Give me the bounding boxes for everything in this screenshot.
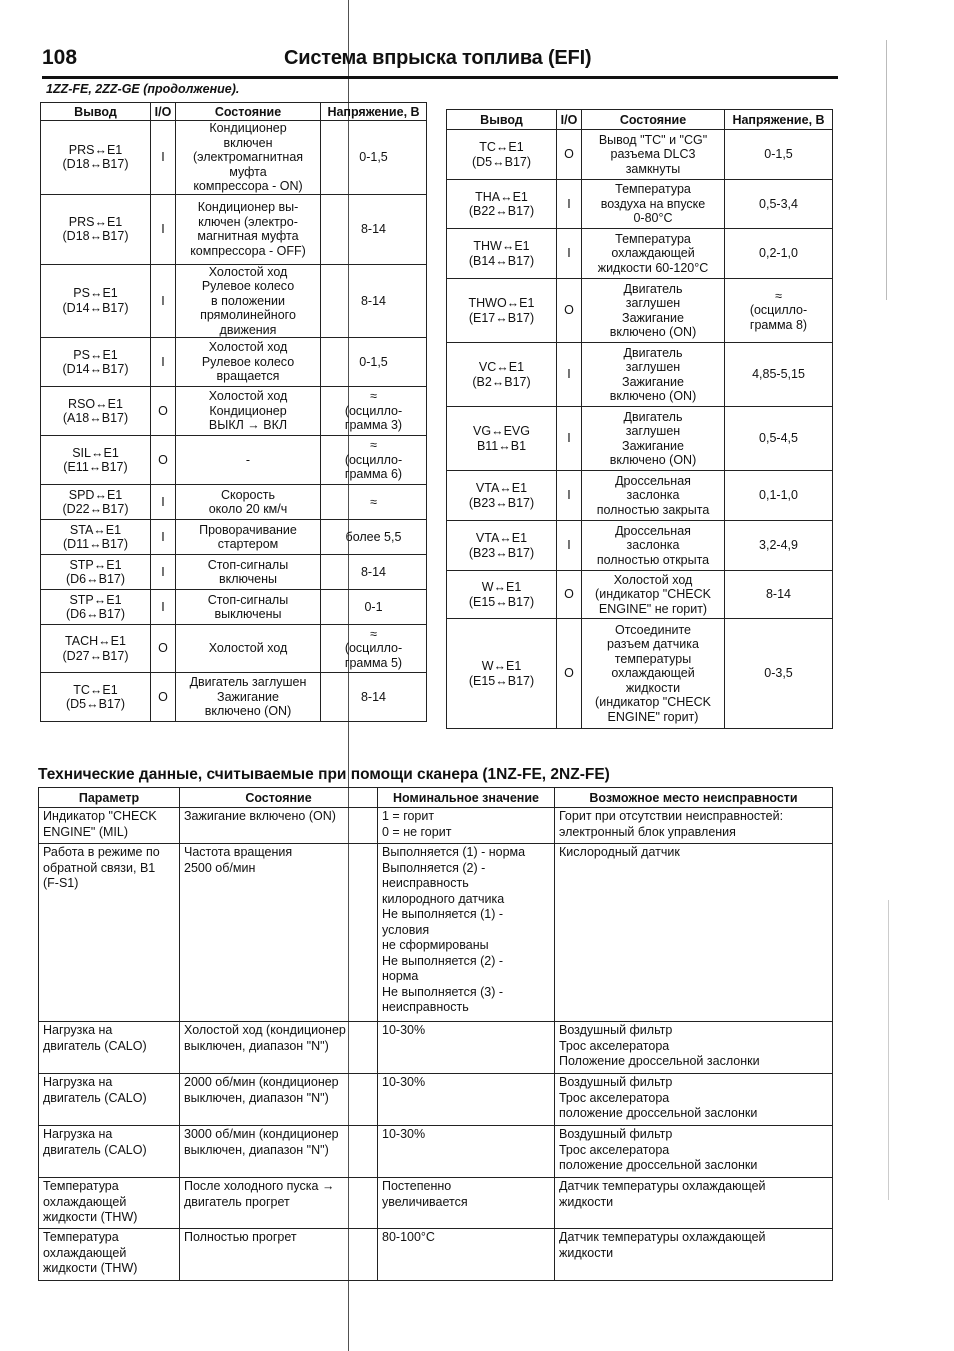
condition-cell-text: Частота вращения 2500 об/мин <box>184 845 293 875</box>
voltage-cell-text: 8-14 <box>360 293 387 308</box>
io-cell <box>151 590 176 625</box>
fault-cell-text: Воздушный фильтр Трос акселератора положение дроссельной заслонки <box>559 1075 758 1120</box>
state-cell-text: Холостой ход <box>208 641 288 656</box>
table-row <box>447 130 833 180</box>
io-cell-text: I <box>567 431 571 446</box>
state-cell-text: Двигатель заглушен Зажигание включено (ON) <box>609 409 697 467</box>
pin-cell <box>447 343 557 407</box>
column-header-fault: Возможное место неисправности <box>555 788 833 808</box>
io-cell-text: I <box>161 599 165 614</box>
pin-cell <box>41 338 151 387</box>
pin-cell-text: THW↔E1 (B14↔B17) <box>468 239 535 268</box>
state-cell-text: Двигатель заглушен Зажигание включено (ON) <box>609 281 697 339</box>
io-cell <box>557 130 582 180</box>
column-header-voltage: Напряжение, В <box>321 103 427 121</box>
table-row <box>41 673 427 722</box>
state-cell-text: Холостой ход (индикатор "CHECK ENGINE" не горит) <box>595 572 711 616</box>
table-row <box>41 194 427 264</box>
column-header-pin: Вывод <box>447 110 557 130</box>
pin-cell <box>41 194 151 264</box>
pin-cell <box>447 407 557 471</box>
pin-cell-text: PRS↔E1 (D18↔B17) <box>62 214 129 243</box>
condition-cell-text: Полностью прогрет <box>184 1230 297 1244</box>
pin-cell <box>41 520 151 555</box>
state-cell-text: Кондиционер вы- ключен (электро- магнитная муфта компрессора - OFF) <box>190 200 306 258</box>
voltage-cell <box>725 471 833 521</box>
pin-cell-text: THA↔E1 (B22↔B17) <box>468 189 535 218</box>
state-cell <box>176 555 321 590</box>
pin-table-left-body <box>41 121 427 722</box>
voltage-cell <box>725 229 833 279</box>
pin-cell <box>447 180 557 229</box>
io-cell <box>557 619 582 729</box>
state-cell <box>176 121 321 195</box>
column-header-nominal: Номинальное значение <box>378 788 555 808</box>
voltage-cell-text: 8-14 <box>360 689 387 704</box>
pin-cell-text: PRS↔E1 (D18↔B17) <box>62 142 129 172</box>
column-header-condition: Состояние <box>180 788 378 808</box>
parameter-cell-text: Температура охлаждающей жидкости (THW) <box>43 1179 138 1224</box>
table-row <box>41 485 427 520</box>
state-cell-text: - <box>245 452 251 467</box>
pin-cell-text: W↔E1 (E15↔B17) <box>468 580 535 609</box>
table-row <box>39 1074 833 1126</box>
state-cell-text: Двигатель заглушен Зажигание включено (ON) <box>189 675 307 719</box>
fault-cell <box>555 1074 833 1126</box>
condition-cell-text: 2000 об/мин (кондиционер выключен, диапазон "N") <box>184 1075 339 1105</box>
voltage-cell-text: 0,5-4,5 <box>759 431 798 446</box>
voltage-cell <box>321 436 427 485</box>
table-row <box>447 279 833 343</box>
section-subtitle: 1ZZ-FE, 2ZZ-GE (продолжение). <box>46 82 240 96</box>
voltage-cell <box>725 130 833 180</box>
state-cell <box>176 264 321 338</box>
io-cell <box>151 625 176 673</box>
io-cell-text: I <box>161 354 165 369</box>
voltage-cell <box>321 673 427 722</box>
io-cell-text: I <box>567 488 571 503</box>
voltage-cell <box>321 264 427 338</box>
voltage-cell-text: 0,1-1,0 <box>759 488 798 503</box>
table-row <box>41 264 427 338</box>
column-header-voltage: Напряжение, В <box>725 110 833 130</box>
voltage-cell <box>321 485 427 520</box>
pin-cell-text: TACH↔E1 (D27↔B17) <box>62 634 129 663</box>
voltage-cell <box>725 521 833 571</box>
pin-cell-text: VTA↔E1 (B23↔B17) <box>468 531 535 560</box>
table-row <box>39 844 833 1022</box>
voltage-cell-text: 0-1,5 <box>359 354 388 369</box>
table-row <box>447 180 833 229</box>
pin-cell <box>41 485 151 520</box>
table-row <box>447 521 833 571</box>
io-cell <box>151 264 176 338</box>
state-cell <box>582 130 725 180</box>
voltage-cell <box>321 590 427 625</box>
scan-edge-mark <box>886 40 887 300</box>
voltage-cell <box>321 387 427 436</box>
voltage-cell <box>321 625 427 673</box>
state-cell <box>582 407 725 471</box>
nominal-cell-text: 1 = горит 0 = не горит <box>382 809 452 839</box>
table-row <box>39 1126 833 1178</box>
voltage-cell-text: ≈ (осцилло- грамма 8) <box>749 288 808 332</box>
condition-cell <box>180 1074 378 1126</box>
scan-edge-mark <box>888 900 889 1200</box>
io-cell <box>557 521 582 571</box>
state-cell-text: Отсоедините разъем датчика температуры охлаждающей жидкости (индикатор "CHECK ENGINE" горит) <box>595 622 711 724</box>
voltage-cell-text: 0-1,5 <box>359 150 388 164</box>
table-row <box>41 555 427 590</box>
io-cell-text: I <box>567 367 571 382</box>
pin-cell <box>41 673 151 722</box>
io-cell-text: O <box>158 403 168 418</box>
voltage-cell-text: 0-1 <box>364 599 383 614</box>
voltage-cell <box>725 407 833 471</box>
io-cell <box>151 520 176 555</box>
parameter-cell <box>39 844 180 1022</box>
state-cell <box>582 571 725 619</box>
io-cell <box>151 436 176 485</box>
nominal-cell <box>378 808 555 844</box>
table-row <box>447 571 833 619</box>
state-cell <box>176 485 321 520</box>
io-cell <box>151 485 176 520</box>
state-cell-text: Температура охлаждающей жидкости 60-120°C <box>597 231 709 275</box>
voltage-cell-text: ≈ (осцилло- грамма 3) <box>344 389 403 433</box>
pin-cell <box>41 625 151 673</box>
io-cell <box>151 387 176 436</box>
io-cell <box>151 194 176 264</box>
state-cell-text: Кондиционер включен (электромагнитная муфта компрессора - ON) <box>192 121 304 193</box>
pin-cell-text: TC↔E1 (D5↔B17) <box>65 682 126 711</box>
voltage-cell-text: более 5,5 <box>345 529 402 544</box>
pin-cell-text: STP↔E1 (D6↔B17) <box>65 592 126 621</box>
io-cell <box>557 407 582 471</box>
fault-cell-text: Кислородный датчик <box>559 845 680 859</box>
column-header-io: I/O <box>557 110 582 130</box>
nominal-cell <box>378 1229 555 1281</box>
state-cell <box>176 338 321 387</box>
io-cell <box>557 180 582 229</box>
state-cell <box>582 471 725 521</box>
table-row <box>447 407 833 471</box>
state-cell <box>582 619 725 729</box>
scanner-table-body <box>39 808 833 1281</box>
io-cell-text: I <box>161 494 165 509</box>
voltage-cell-text: 8-14 <box>360 221 387 236</box>
parameter-cell <box>39 808 180 844</box>
state-cell-text: Стоп-сигналы включены <box>207 557 289 586</box>
voltage-cell <box>321 338 427 387</box>
io-cell-text: O <box>564 147 574 162</box>
io-cell-text: O <box>564 666 574 681</box>
pin-table-right <box>446 109 833 729</box>
state-cell-text: Температура воздуха на впуске 0-80°C <box>600 182 706 226</box>
voltage-cell-text: 4,85-5,15 <box>752 367 805 382</box>
pin-cell-text: RSO↔E1 (A18↔B17) <box>62 396 129 425</box>
state-cell <box>582 180 725 229</box>
table-row <box>41 625 427 673</box>
table-row <box>447 471 833 521</box>
table-row <box>41 520 427 555</box>
parameter-cell <box>39 1074 180 1126</box>
state-cell-text: Двигатель заглушен Зажигание включено (ON) <box>609 345 697 403</box>
table-row <box>39 808 833 844</box>
io-cell <box>151 673 176 722</box>
condition-cell <box>180 1178 378 1229</box>
fault-cell <box>555 844 833 1022</box>
voltage-cell <box>321 194 427 264</box>
table-row <box>41 387 427 436</box>
nominal-cell-text: 10-30% <box>382 1127 426 1141</box>
header-rule <box>42 76 838 79</box>
io-cell <box>151 555 176 590</box>
voltage-cell-text: 3,2-4,9 <box>759 538 798 553</box>
state-cell-text: Холостой ход Рулевое колесо в положении прямолинейного движения <box>200 264 296 337</box>
fault-cell-text: Датчик температуры охлаждающей жидкости <box>559 1230 766 1260</box>
state-cell <box>176 625 321 673</box>
state-cell-text: Дроссельная заслонка полностью открыта <box>596 523 710 567</box>
io-cell-text: O <box>564 303 574 318</box>
state-cell-text: Стоп-сигналы выключены <box>207 592 289 621</box>
parameter-cell-text: Нагрузка на двигатель (CALO) <box>43 1023 147 1053</box>
parameter-cell-text: Температура охлаждающей жидкости (THW) <box>43 1230 138 1275</box>
pin-cell-text: PS↔E1 (D14↔B17) <box>62 347 129 376</box>
state-cell <box>582 343 725 407</box>
io-cell-text: O <box>158 452 168 467</box>
parameter-cell-text: Работа в режиме по обратной связи, B1 (F-S1) <box>43 845 160 890</box>
io-cell <box>557 279 582 343</box>
voltage-cell <box>321 520 427 555</box>
voltage-cell <box>321 555 427 590</box>
nominal-cell <box>378 844 555 1022</box>
state-cell <box>176 520 321 555</box>
nominal-cell <box>378 1074 555 1126</box>
nominal-cell <box>378 1178 555 1229</box>
state-cell <box>176 194 321 264</box>
table-row <box>447 229 833 279</box>
io-cell-text: I <box>567 196 571 211</box>
voltage-cell <box>725 571 833 619</box>
column-header-io: I/O <box>151 103 176 121</box>
voltage-cell-text: ≈ (осцилло- грамма 6) <box>344 438 403 482</box>
table-row <box>41 590 427 625</box>
pin-cell <box>41 387 151 436</box>
io-cell-text: O <box>158 641 168 656</box>
nominal-cell-text: 10-30% <box>382 1075 426 1089</box>
io-cell-text: I <box>161 221 165 236</box>
state-cell <box>582 521 725 571</box>
voltage-cell-text: 8-14 <box>360 564 387 579</box>
io-cell-text: I <box>161 293 165 308</box>
pin-cell-text: STA↔E1 (D11↔B17) <box>62 522 129 551</box>
voltage-cell <box>321 121 427 195</box>
pin-cell-text: W↔E1 (E15↔B17) <box>468 659 535 688</box>
voltage-cell <box>725 619 833 729</box>
state-cell-text: Дроссельная заслонка полностью закрыта <box>596 473 710 517</box>
table-row <box>447 343 833 407</box>
column-header-parameter: Параметр <box>39 788 180 808</box>
table-row <box>39 1178 833 1229</box>
voltage-cell-text: ≈ (осцилло- грамма 5) <box>344 626 403 670</box>
state-cell-text: Холостой ход Рулевое колесо вращается <box>201 340 295 384</box>
parameter-cell <box>39 1022 180 1074</box>
condition-cell-text: 3000 об/мин (кондиционер выключен, диапазон "N") <box>184 1127 339 1157</box>
scanner-section-title: Технические данные, считываемые при помощи сканера (1NZ-FE, 2NZ-FE) <box>38 766 610 783</box>
nominal-cell-text: 10-30% <box>382 1023 426 1037</box>
pin-cell-text: VC↔E1 (B2↔B17) <box>472 360 531 389</box>
voltage-cell-text: ≈ <box>370 494 377 509</box>
fault-cell <box>555 1022 833 1074</box>
state-cell <box>176 590 321 625</box>
voltage-cell <box>725 343 833 407</box>
pin-cell <box>447 521 557 571</box>
fault-cell-text: Воздушный фильтр Трос акселератора положение дроссельной заслонки <box>559 1127 758 1172</box>
voltage-cell-text: 0,2-1,0 <box>759 246 798 261</box>
nominal-cell-text: 80-100°C <box>382 1230 435 1244</box>
state-cell-text: Скорость около 20 км/ч <box>208 487 288 516</box>
pin-cell <box>447 130 557 180</box>
io-cell-text: I <box>161 529 165 544</box>
condition-cell-text: Зажигание включено (ON) <box>184 809 336 823</box>
voltage-cell-text: 0-3,5 <box>764 666 793 681</box>
pin-cell <box>447 229 557 279</box>
column-header-state: Состояние <box>582 110 725 130</box>
io-cell <box>557 471 582 521</box>
column-header-pin: Вывод <box>41 103 151 121</box>
table-row <box>39 1229 833 1281</box>
parameter-cell-text: Индикатор "CHECK ENGINE" (MIL) <box>43 809 157 839</box>
state-cell <box>176 387 321 436</box>
io-cell <box>557 229 582 279</box>
nominal-cell-text: Постепенно увеличивается <box>382 1179 468 1209</box>
state-cell-text: Холостой ход Кондиционер ВЫКЛ → ВКЛ <box>208 389 288 433</box>
page-number: 108 <box>42 46 78 69</box>
pin-cell <box>41 555 151 590</box>
pin-cell <box>41 121 151 195</box>
column-header-state: Состояние <box>176 103 321 121</box>
io-cell <box>151 338 176 387</box>
pin-cell-text: SIL↔E1 (E11↔B17) <box>63 445 128 474</box>
fault-cell-text: Датчик температуры охлаждающей жидкости <box>559 1179 766 1209</box>
nominal-cell <box>378 1022 555 1074</box>
state-cell <box>176 436 321 485</box>
pin-cell <box>41 436 151 485</box>
state-cell <box>582 279 725 343</box>
pin-cell-text: STP↔E1 (D6↔B17) <box>65 557 126 586</box>
pin-cell <box>447 619 557 729</box>
voltage-cell <box>725 180 833 229</box>
io-cell-text: O <box>158 689 168 704</box>
fault-cell-text: Воздушный фильтр Трос акселератора Положение дроссельной заслонки <box>559 1023 760 1068</box>
fault-cell <box>555 1229 833 1281</box>
pin-cell <box>41 590 151 625</box>
io-cell-text: I <box>567 246 571 261</box>
io-cell-text: I <box>567 538 571 553</box>
pin-cell-text: THWO↔E1 (E17↔B17) <box>468 296 535 325</box>
voltage-cell-text: 8-14 <box>765 587 792 602</box>
fault-cell <box>555 1126 833 1178</box>
state-cell-text: Проворачивание стартером <box>199 522 297 551</box>
pin-cell-text: VG↔EVG B11↔B1 <box>473 424 530 453</box>
pin-cell-text: PS↔E1 (D14↔B17) <box>62 286 129 315</box>
scanner-data-table <box>38 787 833 1281</box>
parameter-cell-text: Нагрузка на двигатель (CALO) <box>43 1127 147 1157</box>
io-cell <box>557 343 582 407</box>
page-title: Система впрыска топлива (EFI) <box>284 47 592 69</box>
pin-cell <box>447 279 557 343</box>
voltage-cell-text: 0,5-3,4 <box>759 196 798 211</box>
condition-cell <box>180 1022 378 1074</box>
condition-cell-text: После холодного пуска → двигатель прогрет <box>184 1179 335 1209</box>
pin-cell <box>41 264 151 338</box>
io-cell-text: I <box>161 564 165 579</box>
pin-cell-text: VTA↔E1 (B23↔B17) <box>468 481 535 510</box>
table-row <box>39 1022 833 1074</box>
pin-cell-text: SPD↔E1 (D22↔B17) <box>62 487 129 516</box>
pin-cell <box>447 471 557 521</box>
state-cell <box>582 229 725 279</box>
table-row <box>41 121 427 195</box>
table-row <box>447 619 833 729</box>
voltage-cell <box>725 279 833 343</box>
fault-cell-text: Горит при отсутствии неисправностей: электронный блок управления <box>559 809 784 839</box>
condition-cell <box>180 808 378 844</box>
nominal-cell-text: Выполняется (1) - норма Выполняется (2) - неисправность килородного датчика Не выполняется (1) - условия не сформированы Не выполняется (2) - норма Не выполняется (3) - неисправность <box>382 845 526 1014</box>
io-cell <box>151 121 176 195</box>
table-row <box>41 436 427 485</box>
parameter-cell-text: Нагрузка на двигатель (CALO) <box>43 1075 147 1105</box>
nominal-cell <box>378 1126 555 1178</box>
state-cell-text: Вывод "TC" и "CG" разъема DLC3 замкнуты <box>598 132 708 176</box>
voltage-cell-text: 0-1,5 <box>764 147 793 162</box>
parameter-cell <box>39 1229 180 1281</box>
condition-cell <box>180 1126 378 1178</box>
parameter-cell <box>39 1126 180 1178</box>
io-cell-text: O <box>564 587 574 602</box>
pin-cell <box>447 571 557 619</box>
pin-table-left <box>40 102 427 722</box>
condition-cell <box>180 844 378 1022</box>
pin-cell-text: TC↔E1 (D5↔B17) <box>471 140 532 169</box>
condition-cell-text: Холостой ход (кондиционер выключен, диапазон "N") <box>184 1023 346 1053</box>
fault-cell <box>555 808 833 844</box>
io-cell-text: I <box>161 150 165 164</box>
pin-table-right-body <box>447 130 833 729</box>
state-cell <box>176 673 321 722</box>
condition-cell <box>180 1229 378 1281</box>
table-row <box>41 338 427 387</box>
fault-cell <box>555 1178 833 1229</box>
parameter-cell <box>39 1178 180 1229</box>
io-cell <box>557 571 582 619</box>
